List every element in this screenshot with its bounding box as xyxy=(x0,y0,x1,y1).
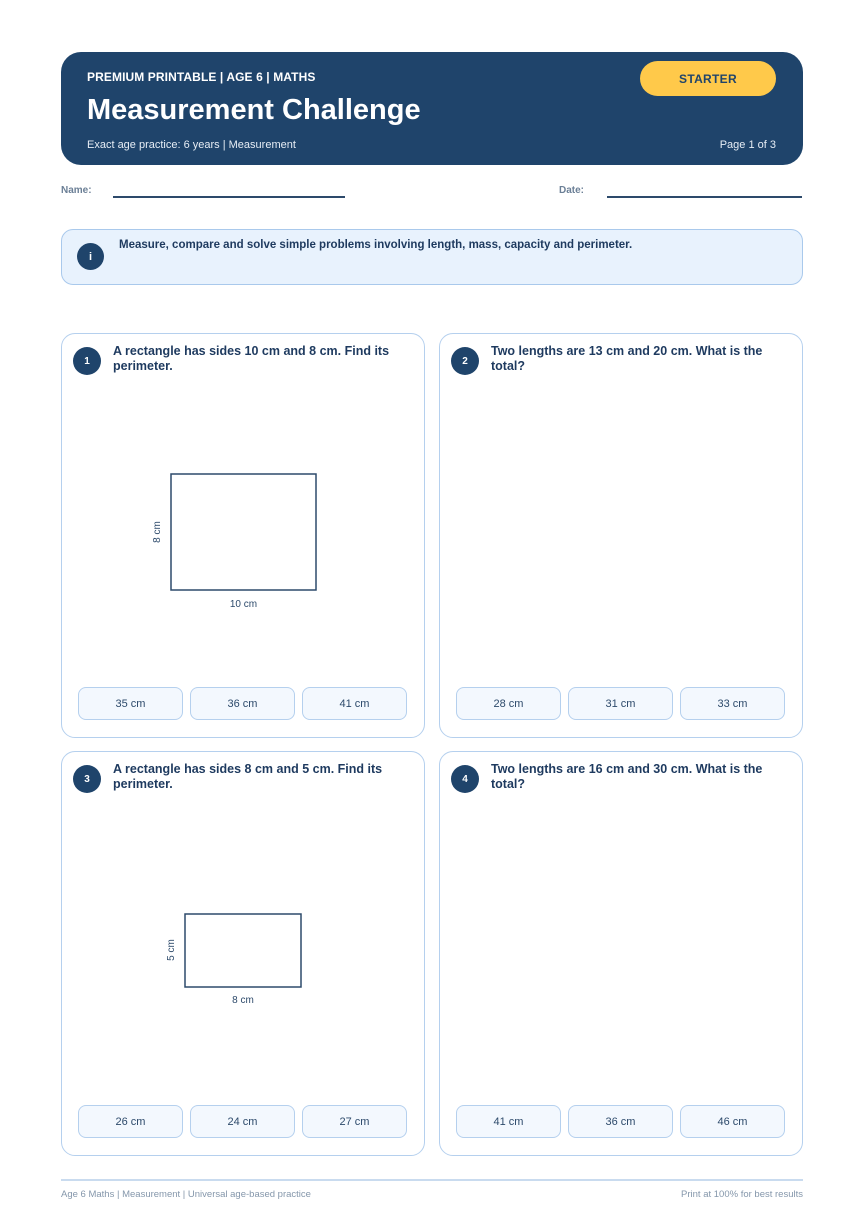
page-number: Page 1 of 3 xyxy=(719,139,776,151)
answer-options xyxy=(78,1105,407,1138)
answer-option[interactable]: 35 cm xyxy=(78,687,183,720)
answer-option[interactable]: 24 cm xyxy=(190,1105,295,1138)
question-card-3 xyxy=(61,751,425,1156)
answer-option[interactable]: 46 cm xyxy=(680,1105,785,1138)
date-line xyxy=(607,196,802,198)
name-label: Name: xyxy=(61,185,92,196)
footer-left-text: Age 6 Maths | Measurement | Universal age-based practice xyxy=(61,1189,311,1200)
question-card-4 xyxy=(439,751,803,1156)
width-label: 8 cm xyxy=(232,995,254,1006)
answer-options xyxy=(456,687,785,720)
question-number: 1 xyxy=(73,347,101,375)
page-title: Measurement Challenge xyxy=(87,94,421,126)
question-card-2 xyxy=(439,333,803,738)
answer-options xyxy=(78,687,407,720)
answer-option[interactable]: 41 cm xyxy=(302,687,407,720)
question-text: A rectangle has sides 10 cm and 8 cm. Find its perimeter. xyxy=(113,344,390,373)
question-text: A rectangle has sides 8 cm and 5 cm. Find its perimeter. xyxy=(113,762,383,791)
worksheet-header xyxy=(61,52,803,165)
answer-option[interactable]: 36 cm xyxy=(568,1105,673,1138)
answer-option[interactable]: 41 cm xyxy=(456,1105,561,1138)
question-card-1 xyxy=(61,333,425,738)
info-icon: i xyxy=(77,243,104,270)
question-text: Two lengths are 13 cm and 20 cm. What is the total? xyxy=(491,344,763,373)
width-label: 10 cm xyxy=(229,599,258,610)
rectangle-diagram xyxy=(62,752,426,1157)
answer-option[interactable]: 33 cm xyxy=(680,687,785,720)
header-kicker: PREMIUM PRINTABLE | AGE 6 | MATHS xyxy=(87,70,316,84)
instructions-text: Measure, compare and solve simple problems involving length, mass, capacity and perimeter. xyxy=(119,239,633,251)
height-label: 8 cm xyxy=(152,521,163,543)
answer-option[interactable]: 26 cm xyxy=(78,1105,183,1138)
header-subtitle: Exact age practice: 6 years | Measurement xyxy=(87,139,296,151)
rectangle-shape xyxy=(171,474,316,590)
height-label: 5 cm xyxy=(166,939,177,961)
answer-option[interactable]: 28 cm xyxy=(456,687,561,720)
answer-option[interactable]: 36 cm xyxy=(190,687,295,720)
question-number: 2 xyxy=(451,347,479,375)
footer-divider xyxy=(61,1179,803,1181)
rectangle-diagram xyxy=(62,334,426,739)
footer-right-text: Print at 100% for best results xyxy=(681,1189,803,1200)
question-number: 3 xyxy=(73,765,101,793)
question-text: Two lengths are 16 cm and 30 cm. What is the total? xyxy=(491,762,763,791)
instructions-box xyxy=(61,229,803,285)
answer-option[interactable]: 27 cm xyxy=(302,1105,407,1138)
rectangle-shape xyxy=(185,914,301,987)
question-number: 4 xyxy=(451,765,479,793)
answer-options xyxy=(456,1105,785,1138)
level-badge: STARTER xyxy=(640,61,776,96)
answer-option[interactable]: 31 cm xyxy=(568,687,673,720)
date-label: Date: xyxy=(559,185,585,196)
name-line xyxy=(113,196,345,198)
